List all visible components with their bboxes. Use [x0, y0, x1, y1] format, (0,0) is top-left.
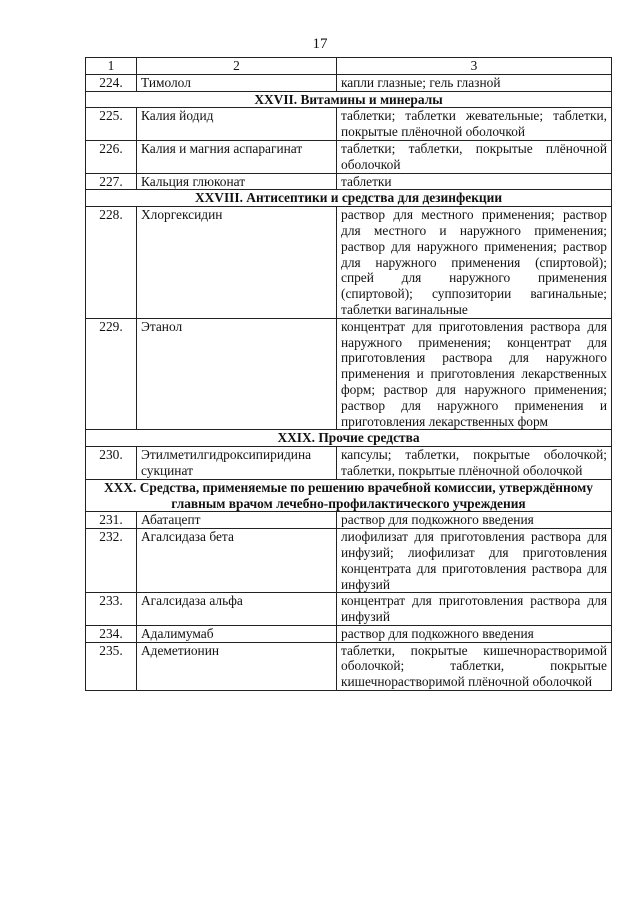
- dosage-forms: концентрат для приготовления раствора для наружного применения; концентрат для приготовления раствора для наружного применения и приготовления лекарственных форм; раствор для наружного применения; раствор для наружного применения и приготовления лекарственных форм: [337, 318, 612, 430]
- dosage-forms: раствор для подкожного введения: [337, 625, 612, 642]
- row-number: 235.: [86, 642, 137, 690]
- dosage-forms: таблетки; таблетки жевательные; таблетки, покрытые плёночной оболочкой: [337, 108, 612, 141]
- row-number: 233.: [86, 593, 137, 626]
- table-row: [86, 140, 612, 173]
- drug-name: Калия и магния аспарагинат: [137, 140, 337, 173]
- dosage-forms: таблетки, покрытые кишечнорастворимой оболочкой; таблетки, покрытые кишечнорастворимой плёночной оболочкой: [337, 642, 612, 690]
- dosage-forms: раствор для местного применения; раствор для местного и наружного применения; раствор для наружного применения; раствор для наружного применения (спиртовой); спрей для наружного применения (спиртовой); суппозитории вагинальные; таблетки вагинальные: [337, 207, 612, 319]
- column-header: 3: [337, 58, 612, 75]
- section-title: XXVIII. Антисептики и средства для дезинфекции: [86, 190, 612, 207]
- table-row: [86, 512, 612, 529]
- row-number: 228.: [86, 207, 137, 319]
- row-number: 224.: [86, 74, 137, 91]
- drug-name: Адеметионин: [137, 642, 337, 690]
- table-row: [86, 529, 612, 593]
- table-row: [86, 642, 612, 690]
- row-number: 229.: [86, 318, 137, 430]
- drug-name: Абатацепт: [137, 512, 337, 529]
- section-row: [86, 430, 612, 447]
- table-row: [86, 593, 612, 626]
- column-header: 2: [137, 58, 337, 75]
- row-number: 227.: [86, 173, 137, 190]
- drug-name: Тимолол: [137, 74, 337, 91]
- drug-name: Этилметилгидроксипиридина сукцинат: [137, 447, 337, 480]
- table-header-row: [86, 58, 612, 75]
- dosage-forms: капли глазные; гель глазной: [337, 74, 612, 91]
- dosage-forms: лиофилизат для приготовления раствора для инфузий; лиофилизат для приготовления концентрата для приготовления раствора для инфузий: [337, 529, 612, 593]
- page-number: 17: [312, 36, 328, 52]
- table-row: [86, 625, 612, 642]
- drug-list-table: [85, 57, 612, 691]
- section-title: XXX. Средства, применяемые по решению врачебной комиссии, утверждённому главным врачом лечебно-профилактического учреждения: [86, 479, 612, 512]
- drug-name: Калия йодид: [137, 108, 337, 141]
- table-row: [86, 108, 612, 141]
- row-number: 232.: [86, 529, 137, 593]
- row-number: 231.: [86, 512, 137, 529]
- row-number: 230.: [86, 447, 137, 480]
- dosage-forms: раствор для подкожного введения: [337, 512, 612, 529]
- section-row: [86, 190, 612, 207]
- column-header: 1: [86, 58, 137, 75]
- dosage-forms: капсулы; таблетки, покрытые оболочкой; таблетки, покрытые плёночной оболочкой: [337, 447, 612, 480]
- drug-name: Хлоргексидин: [137, 207, 337, 319]
- section-row: [86, 91, 612, 108]
- table-row: [86, 173, 612, 190]
- table-row: [86, 74, 612, 91]
- section-title: XXIX. Прочие средства: [86, 430, 612, 447]
- drug-name: Адалимумаб: [137, 625, 337, 642]
- table-row: [86, 318, 612, 430]
- row-number: 226.: [86, 140, 137, 173]
- dosage-forms: концентрат для приготовления раствора для инфузий: [337, 593, 612, 626]
- section-row: [86, 479, 612, 512]
- section-title: XXVII. Витамины и минералы: [86, 91, 612, 108]
- drug-name: Кальция глюконат: [137, 173, 337, 190]
- row-number: 234.: [86, 625, 137, 642]
- drug-name: Агалсидаза альфа: [137, 593, 337, 626]
- row-number: 225.: [86, 108, 137, 141]
- table-row: [86, 447, 612, 480]
- dosage-forms: таблетки; таблетки, покрытые плёночной оболочкой: [337, 140, 612, 173]
- table-row: [86, 207, 612, 319]
- drug-name: Этанол: [137, 318, 337, 430]
- drug-name: Агалсидаза бета: [137, 529, 337, 593]
- dosage-forms: таблетки: [337, 173, 612, 190]
